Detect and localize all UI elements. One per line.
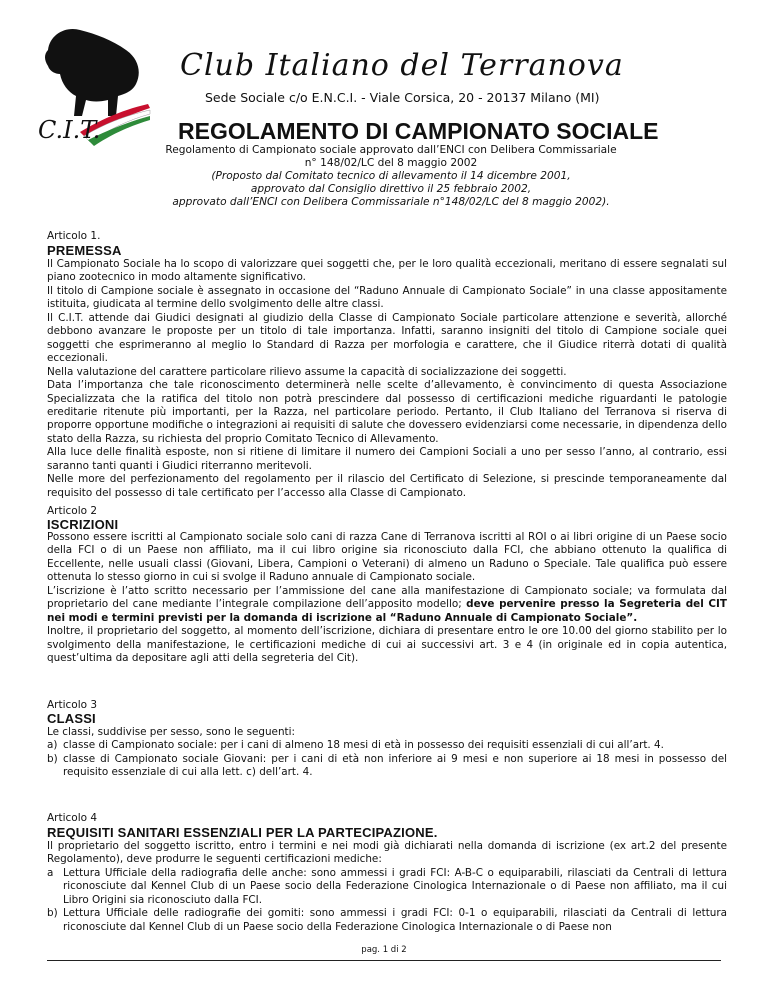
paragraph-text: L’iscrizione è l’atto scritto necessario per l’ammissione del cane alla manifestazione di Campionato sociale; va formulata dal proprietario del cane mediante l’integrale compilazione dell’apposito modello; <box>47 584 727 611</box>
list-item <box>47 739 727 752</box>
article-title: CLASSI <box>47 711 96 726</box>
subtitle-line: n° 148/02/LC del 8 maggio 2002 <box>304 157 478 169</box>
paragraph: Nelle more del perfezionamento del regolamento per il rilascio del Certificato di Selezione, si prescinde temporaneamente dal requisito del possesso di tale certificato per l’accesso alla Classe di Campionato. <box>47 473 727 499</box>
list-text: Lettura Ufficiale della radiografia delle anche: sono ammessi i gradi FCI: A-B-C o equiparabili, rilasciati da Centrali di lettura riconosciute dal Kennel Club di un Paese socio della Federazione Cinologica Internazionale o di Paese non affiliato, ma il cui Libro Origini sia riconosciuto dalla FCI. <box>63 866 727 906</box>
list-label: b) <box>47 907 58 920</box>
sede-address: Sede Sociale c/o E.N.C.I. - Viale Corsica, 20 - 20137 Milano (MI) <box>205 90 600 105</box>
paragraph: Data l’importanza che tale riconoscimento determinerà nelle scelte d’allevamento, è convincimento di questa Associazione Specializzata che la ratifica del titolo non potrà prescindere dal possesso di certificazioni mediche riguardanti le patologie ereditarie ritenute più importanti, per la Razza, nel particolare periodo. Pertanto, il Club Italiano del Terranova si riserva di proporre opportune modifiche o integrazioni ai requisiti di salute che dovessero evidenziarsi come necessarie, in dipendenza dello stato della Razza, su richiesta del proprio Comitato Tecnico di Allevamento. <box>47 379 727 445</box>
subtitle-line: Regolamento di Campionato sociale approvato dall’ENCI con Delibera Commissariale <box>165 144 617 156</box>
subtitle-block <box>136 144 646 209</box>
list-item <box>47 907 727 934</box>
paragraph: Il proprietario del soggetto iscritto, entro i termini e nei modi già dichiarati nella domanda di iscrizione (ex art.2 del presente Regolamento), deve produrre le seguenti certificazioni mediche: <box>47 840 727 866</box>
list-item <box>47 867 727 907</box>
page-title: REGOLAMENTO DI CAMPIONATO SOCIALE <box>178 118 659 144</box>
list-label: a <box>47 866 54 879</box>
paragraph <box>47 585 727 625</box>
class-list <box>47 739 727 779</box>
paragraph: Alla luce delle finalità esposte, non si ritiene di limitare il numero dei Campioni Sociali a uno per sesso l’anno, al contrario, essi saranno tanti quanti i Giudici riterranno meritevoli. <box>47 446 727 472</box>
list-label: b) <box>47 752 58 765</box>
article-body <box>47 531 727 666</box>
paragraph: Il titolo di Campione sociale è assegnato in occasione del “Raduno Annuale di Campionato Sociale” in una classe appositamente istituita, giudicata al termine dello svolgimento delle altre classi. <box>47 284 727 311</box>
paragraph: Possono essere iscritti al Campionato sociale solo cani di razza Cane di Terranova iscritti al ROI o ai libri origine di un Paese socio della FCI o di un Paese non affiliato, ma il cui libro origine sia riconosciuto dalla FCI, che abbiano ottenuto la qualifica di Eccellente, nelle usuali classi (Giovani, Libera, Campioni o Veterani) di almeno un Raduno o Speciale. Tale qualifica può essere ottenuta lo stesso giorno in cui si svolge il Raduno annuale di Campionato sociale. <box>47 531 727 584</box>
list-text: classe di Campionato sociale Giovani: per i cani di età non inferiore ai 9 mesi e non superiore ai 18 mesi in possesso del requisito essenziale di cui alla lett. c) dell’art. 4. <box>63 752 727 779</box>
list-text: Lettura Ufficiale delle radiografie dei gomiti: sono ammessi i gradi FCI: 0-1 o equiparabili, rilasciati da Centrali di lettura riconosciute dal Kennel Club di un Paese socio della Federazione Cinologica Internazionale o di Paese non <box>63 907 727 933</box>
paragraph: Inoltre, il proprietario del soggetto, al momento dell’iscrizione, dichiara di presentare entro le ore 10.00 del giorno stabilito per lo svolgimento della manifestazione, le certificazioni mediche di cui ai successivi art. 3 e 4 (in originale ed in copia autentica, quest’ultima da depositare agli atti della segreteria del Cit). <box>47 625 727 665</box>
paragraph: Le classi, suddivise per sesso, sono le seguenti: <box>47 726 295 738</box>
article-title: ISCRIZIONI <box>47 517 119 532</box>
article-number: Articolo 1. <box>47 230 101 242</box>
list-label: a) <box>47 739 58 752</box>
article-title: REQUISITI SANITARI ESSENZIALI PER LA PARTECIPAZIONE. <box>47 825 438 840</box>
logo-text: C.I.T. <box>38 116 101 144</box>
paragraph: Il C.I.T. attende dai Giudici designati al giudizio della Classe di Campionato Sociale particolare attenzione e severità, allorché debbono avanzare le proposte per un titolo di tale importanza. Infatti, saranno insigniti del titolo di Campione sociale quei soggetti che esprimeranno al meglio lo Standard di Razza per morfologia e carattere, che il Giudice riterrà dotati di qualità eccezionali. <box>47 311 727 365</box>
paragraph: Il Campionato Sociale ha lo scopo di valorizzare quei soggetti che, per le loro qualità eccezionali, meritano di essere segnalati sul piano zootecnico in modo altamente significativo. <box>47 258 727 284</box>
article-title: PREMESSA <box>47 243 122 258</box>
article-number: Articolo 4 <box>47 812 98 824</box>
subtitle-line: approvato dal Consiglio direttivo il 25 febbraio 2002, <box>250 183 532 195</box>
subtitle-line: approvato dall’ENCI con Delibera Commissariale n°148/02/LC del 8 maggio 2002). <box>172 196 610 208</box>
list-item <box>47 753 727 780</box>
paragraph: Nella valutazione del carattere particolare rilievo assume la capacità di socializzazione dei soggetti. <box>47 365 567 378</box>
paragraph-emphasis: deve pervenire presso la Segreteria del CIT nei modi e termini previsti per la domanda di iscrizione al “Raduno Annuale di Campionato Sociale”. <box>47 598 727 624</box>
article-number: Articolo 3 <box>47 699 98 711</box>
subtitle-line: (Proposto dal Comitato tecnico di allevamento il 14 dicembre 2001, <box>211 170 571 182</box>
list-text: classe di Campionato sociale: per i cani di almeno 18 mesi di età in possesso dei requisiti essenziali di cui all’art. 4. <box>63 739 664 752</box>
page-number: pag. 1 di 2 <box>361 945 407 955</box>
article-number: Articolo 2 <box>47 505 98 517</box>
footer-rule <box>47 960 721 961</box>
article-body <box>47 258 727 500</box>
requirements-list <box>47 867 727 934</box>
cit-logo <box>38 20 158 150</box>
article-body <box>47 726 727 780</box>
club-name: Club Italiano del Terranova <box>180 48 624 83</box>
article-body <box>47 840 727 934</box>
